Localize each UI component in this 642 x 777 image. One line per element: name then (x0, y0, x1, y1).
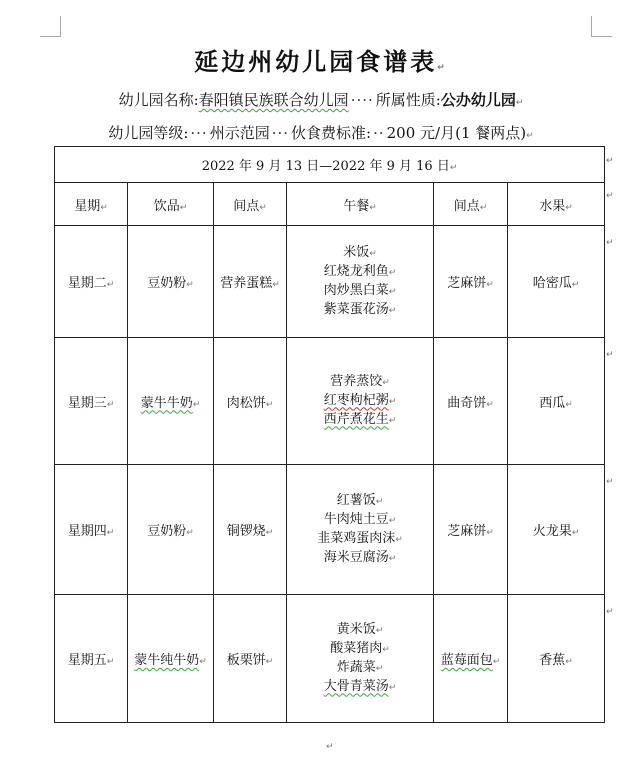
dish-text: 红枣枸杞粥 (323, 392, 389, 408)
paragraph-mark-icon: ↵ (375, 663, 384, 674)
row-end-mark-icon: ↵ (606, 191, 614, 201)
snack2-label: 芝麻饼 (447, 276, 487, 291)
paragraph-mark-icon: ↵ (199, 657, 207, 667)
grade-label: 幼儿园等级: (108, 124, 189, 142)
dish-line (287, 530, 433, 549)
dish-line (287, 301, 433, 320)
date-range-cell[interactable] (55, 147, 605, 183)
paragraph-mark-icon: ↵ (265, 399, 274, 410)
header-cell-drink[interactable] (128, 183, 214, 226)
day-cell[interactable] (55, 226, 128, 338)
dish-text: 海米豆腐汤 (323, 549, 389, 565)
paragraph-mark-icon: ↵ (479, 202, 488, 213)
header-label: 饮品 (153, 198, 180, 214)
paragraph-mark-icon: ↵ (382, 377, 390, 388)
table-row (55, 465, 605, 595)
lunch-cell[interactable] (287, 226, 434, 338)
table-row (55, 226, 605, 338)
dish-line (287, 244, 433, 263)
snack2-cell[interactable] (434, 226, 508, 338)
dish-text: 炸蔬菜 (336, 659, 376, 675)
dish-text: 肉炒黑白菜 (323, 282, 389, 298)
paragraph-mark-icon: ↵ (186, 528, 194, 538)
paragraph-mark-icon: ↵ (186, 280, 194, 290)
paragraph-mark-icon: ↵ (571, 528, 580, 538)
header-cell-snack1[interactable] (214, 183, 287, 226)
paragraph-mark-icon: ↵ (565, 657, 573, 667)
header-label: 星期 (74, 198, 101, 214)
lunch-cell[interactable] (287, 465, 434, 595)
header-label: 间点 (233, 198, 260, 214)
date-range-text: 2022 年 9 月 13 日—2022 年 9 月 16 日 (201, 159, 450, 174)
drink-label: 蒙牛纯牛奶 (134, 653, 200, 668)
header-cell-day[interactable] (55, 183, 128, 226)
header-cell-snack2[interactable] (434, 183, 508, 226)
paragraph-mark-icon: ↵ (106, 280, 115, 290)
paragraph-mark-icon: ↵ (265, 528, 274, 538)
nature-label: 所属性质: (375, 91, 441, 109)
fruit-cell[interactable] (508, 595, 605, 723)
day-cell[interactable] (55, 595, 128, 723)
header-label: 间点 (453, 198, 480, 214)
paragraph-mark-icon: ↵ (388, 553, 397, 564)
dish-text: 黄米饭 (336, 621, 376, 637)
snack1-label: 铜锣烧 (226, 524, 266, 539)
drink-cell[interactable] (128, 226, 214, 338)
paragraph-mark-icon: ↵ (106, 657, 115, 667)
dish-text: 红薯饭 (336, 492, 376, 508)
dish-text: 紫菜蛋花汤 (323, 301, 389, 317)
kindergarten-info-line[interactable] (0, 89, 642, 110)
paragraph-mark-icon: ↵ (571, 280, 580, 290)
paragraph-mark-icon: ↵ (192, 399, 201, 410)
snack2-label: 蓝莓面包 (440, 653, 493, 668)
paragraph-mark-icon: ↵ (437, 63, 448, 73)
dish-line (287, 678, 433, 697)
paragraph-mark-icon: ↵ (565, 399, 573, 410)
snack2-cell[interactable] (434, 338, 508, 465)
dish-text: 米饭 (343, 244, 370, 260)
lunch-cell[interactable] (287, 595, 434, 723)
snack2-cell[interactable] (434, 595, 508, 723)
snack2-label: 曲奇饼 (447, 395, 487, 411)
row-end-mark-icon: ↵ (606, 607, 614, 617)
table-row (55, 595, 605, 723)
page-corner-mark-top-right (591, 16, 612, 37)
paragraph-mark-icon: ↵ (265, 657, 274, 667)
snack1-cell[interactable] (214, 465, 287, 595)
snack1-cell[interactable] (214, 338, 287, 465)
paragraph-mark-icon: ↵ (259, 202, 267, 213)
snack1-label: 肉松饼 (226, 395, 266, 411)
header-label: 水果 (539, 198, 566, 214)
dish-line (287, 640, 433, 659)
header-cell-lunch[interactable] (287, 183, 434, 226)
header-row (55, 183, 605, 226)
fruit-label: 哈密瓜 (532, 276, 572, 291)
fruit-cell[interactable] (508, 338, 605, 465)
dish-text: 西芹煮花生 (323, 411, 389, 427)
row-end-mark-icon: ↵ (606, 477, 614, 487)
day-label: 星期二 (67, 276, 107, 291)
snack1-label: 营养蛋糕 (220, 276, 273, 291)
separator-dots: ···· (350, 91, 374, 109)
fruit-cell[interactable] (508, 465, 605, 595)
dish-text: 酸菜猪肉 (330, 640, 383, 656)
paragraph-mark-icon: ↵ (375, 625, 384, 636)
row-end-mark-icon: ↵ (606, 156, 614, 166)
drink-cell[interactable] (128, 595, 214, 723)
grade-fee-line[interactable] (0, 122, 642, 143)
drink-cell[interactable] (128, 465, 214, 595)
dish-line (287, 549, 433, 568)
snack2-cell[interactable] (434, 465, 508, 595)
dish-line (287, 659, 433, 678)
paragraph-mark-icon: ↵ (515, 98, 524, 108)
paragraph-mark-icon: ↵ (100, 202, 108, 213)
day-label: 星期三 (67, 395, 107, 411)
dish-line (287, 411, 433, 430)
paragraph-mark-icon: ↵ (326, 742, 334, 752)
row-end-mark-icon: ↵ (606, 238, 614, 248)
fee-value: 200 元/月(1 餐两点) (386, 124, 527, 142)
fruit-label: 火龙果 (532, 524, 572, 539)
paragraph-mark-icon: ↵ (395, 534, 403, 545)
paragraph-mark-icon: ↵ (388, 267, 397, 278)
day-label: 星期四 (67, 524, 107, 539)
paragraph-mark-icon: ↵ (526, 131, 534, 141)
paragraph-mark-icon: ↵ (486, 528, 494, 538)
dish-text: 牛肉炖土豆 (323, 511, 389, 527)
drink-label: 蒙牛牛奶 (140, 395, 193, 411)
fruit-label: 香蕉 (539, 653, 566, 668)
dish-text: 大骨青菜汤 (323, 678, 389, 694)
paragraph-mark-icon: ↵ (388, 305, 397, 316)
separator-dots: ·· (373, 124, 385, 142)
paragraph-mark-icon: ↵ (179, 202, 188, 213)
paragraph-mark-icon: ↵ (388, 515, 397, 526)
snack1-label: 板栗饼 (226, 653, 266, 668)
snack2-label: 芝麻饼 (447, 524, 487, 539)
snack1-cell[interactable] (214, 226, 287, 338)
fee-label: 伙食费标准: (291, 124, 372, 142)
date-row (55, 147, 605, 183)
header-cell-fruit[interactable] (508, 183, 605, 226)
day-cell[interactable] (55, 338, 128, 465)
lunch-cell[interactable] (287, 338, 434, 465)
paragraph-mark-icon: ↵ (388, 415, 397, 426)
dish-text: 红烧龙利鱼 (323, 263, 389, 279)
separator-dots: ··· (190, 124, 208, 142)
page-corner-mark-top-left (40, 16, 61, 37)
row-end-mark-icon: ↵ (606, 350, 614, 360)
dish-text: 营养蒸饺 (330, 373, 383, 389)
paragraph-mark-icon: ↵ (382, 644, 390, 655)
paragraph-mark-icon: ↵ (272, 280, 280, 290)
paragraph-mark-icon: ↵ (565, 202, 573, 213)
title-text: 延边州幼儿园食谱表 (194, 47, 438, 76)
separator-dots: ··· (271, 124, 290, 142)
paragraph-mark-icon: ↵ (369, 248, 377, 259)
paragraph-mark-icon: ↵ (106, 399, 115, 410)
day-label: 星期五 (67, 653, 107, 668)
dish-line (287, 511, 433, 530)
header-label: 午餐 (343, 198, 370, 214)
dish-text: 韭菜鸡蛋肉沫 (317, 530, 396, 546)
paragraph-mark-icon: ↵ (388, 286, 397, 297)
dish-line (287, 373, 433, 392)
dish-line (287, 621, 433, 640)
drink-label: 豆奶粉 (147, 276, 187, 291)
paragraph-mark-icon: ↵ (486, 280, 494, 290)
paragraph-mark-icon: ↵ (486, 399, 494, 410)
paragraph-mark-icon: ↵ (388, 682, 397, 693)
drink-cell[interactable] (128, 338, 214, 465)
menu-table (54, 146, 605, 723)
name-value: 春阳镇民族联合幼儿园 (198, 91, 349, 109)
dish-line (287, 392, 433, 411)
paragraph-mark-icon: ↵ (449, 163, 458, 173)
dish-line (287, 492, 433, 511)
grade-value: 州示范园 (209, 124, 270, 142)
paragraph-mark-icon: ↵ (492, 657, 501, 667)
document-title[interactable] (0, 42, 642, 77)
dish-line (287, 263, 433, 282)
snack1-cell[interactable] (214, 595, 287, 723)
paragraph-mark-icon: ↵ (388, 396, 397, 407)
fruit-label: 西瓜 (539, 395, 566, 411)
paragraph-mark-icon: ↵ (369, 202, 377, 213)
paragraph-mark-icon: ↵ (375, 496, 384, 507)
dish-line (287, 282, 433, 301)
name-label: 幼儿园名称: (118, 91, 199, 109)
paragraph-mark-icon: ↵ (106, 528, 115, 538)
nature-value: 公办幼儿园 (440, 91, 516, 109)
day-cell[interactable] (55, 465, 128, 595)
fruit-cell[interactable] (508, 226, 605, 338)
table-row (55, 338, 605, 465)
drink-label: 豆奶粉 (147, 524, 187, 539)
